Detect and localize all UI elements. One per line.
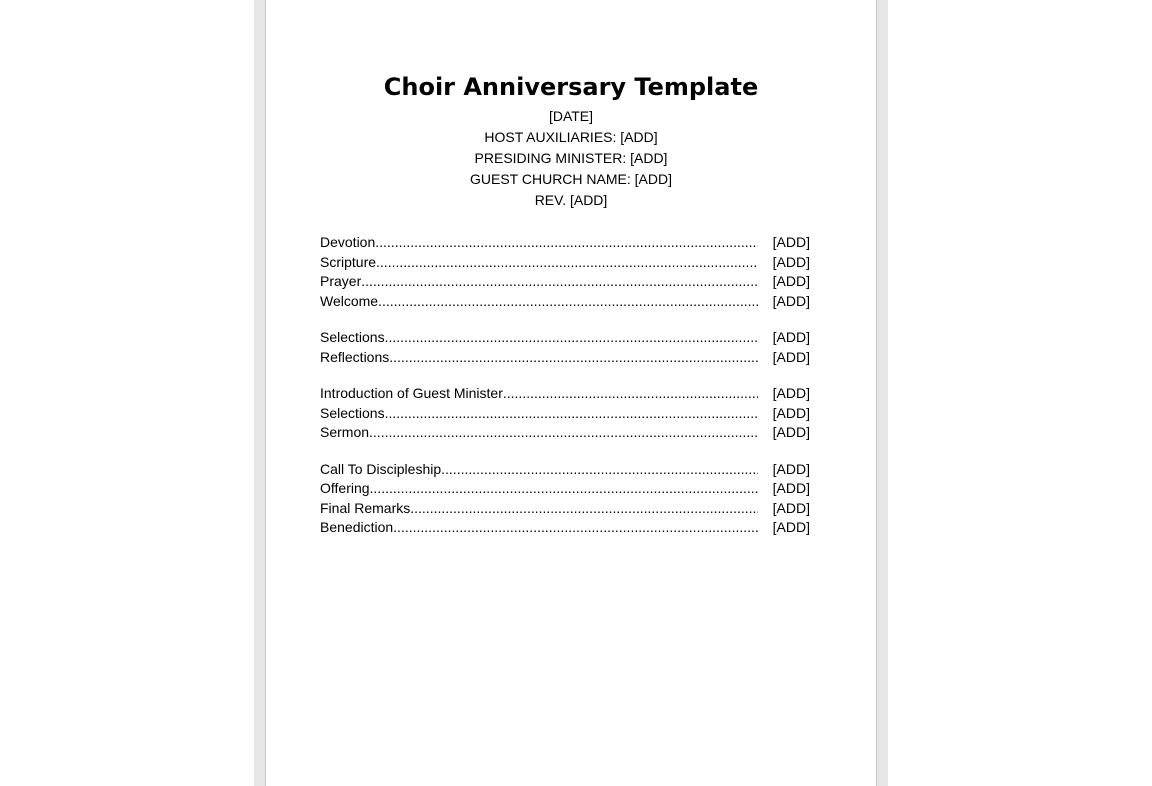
dot-leader <box>410 499 758 519</box>
host-auxiliaries-line: HOST AUXILIARIES: [ADD] <box>484 129 658 145</box>
program-item-label: Offering <box>320 480 370 496</box>
program-item-value: [ADD] <box>772 404 810 421</box>
program-item-label: Prayer <box>320 273 362 289</box>
program-item-label: Final Remarks <box>320 499 411 516</box>
program-item <box>320 253 810 273</box>
dot-leader <box>376 253 758 273</box>
document-title: Choir Anniversary Template <box>383 73 759 101</box>
dot-leader <box>361 272 758 292</box>
program-item-value: [ADD] <box>772 292 810 309</box>
program-item-label: Welcome <box>320 292 379 309</box>
program-item-value: [ADD] <box>772 253 810 270</box>
dot-leader <box>503 384 758 404</box>
program-item <box>320 328 810 348</box>
program-item-value: [ADD] <box>772 519 810 535</box>
guest-church-line: GUEST CHURCH NAME: [ADD] <box>470 171 672 187</box>
program-item-label: Reflections <box>320 348 390 365</box>
program-item-value: [ADD] <box>772 424 810 440</box>
program-item <box>320 404 810 424</box>
program-list <box>320 233 810 538</box>
program-item <box>320 518 810 538</box>
program-item-value: [ADD] <box>772 480 810 496</box>
dot-leader <box>370 479 758 499</box>
program-item-value: [ADD] <box>772 329 810 345</box>
program-item-label: Selections <box>320 404 385 421</box>
program-item-value: [ADD] <box>772 385 810 401</box>
program-item-label: Selections <box>320 329 385 345</box>
dot-leader <box>378 292 758 312</box>
date-line: [DATE] <box>548 108 594 124</box>
program-item <box>320 479 810 499</box>
program-item <box>320 292 810 312</box>
page-left-margin-shadow <box>254 0 266 786</box>
dot-leader <box>389 348 758 368</box>
dot-leader <box>441 460 758 480</box>
program-item <box>320 233 810 253</box>
page-right-margin-shadow <box>876 0 888 786</box>
program-item-label: Scripture <box>320 253 377 270</box>
program-item <box>320 384 810 404</box>
program-item-label: Call To Discipleship <box>320 460 442 477</box>
header-block <box>266 106 876 211</box>
program-item <box>320 460 810 480</box>
program-item-value: [ADD] <box>772 273 810 289</box>
presiding-minister-line: PRESIDING MINISTER: [ADD] <box>474 150 668 166</box>
program-item-value: [ADD] <box>772 460 810 477</box>
dot-leader <box>385 328 758 348</box>
dot-leader <box>385 404 758 424</box>
dot-leader <box>375 233 758 253</box>
program-item <box>320 272 810 292</box>
dot-leader <box>369 423 758 443</box>
program-item-label: Benediction <box>320 519 394 535</box>
document-page[interactable] <box>266 0 876 786</box>
program-item <box>320 499 810 519</box>
program-item-label: Devotion <box>320 234 376 250</box>
program-item-label: Sermon <box>320 424 370 440</box>
reverend-line: REV. [ADD] <box>534 192 608 208</box>
program-item-value: [ADD] <box>772 499 810 516</box>
program-item-label: Introduction of Guest Minister <box>320 385 503 401</box>
program-item <box>320 423 810 443</box>
program-item-value: [ADD] <box>772 348 810 365</box>
program-item-value: [ADD] <box>772 234 810 250</box>
dot-leader <box>393 518 758 538</box>
program-item <box>320 348 810 368</box>
